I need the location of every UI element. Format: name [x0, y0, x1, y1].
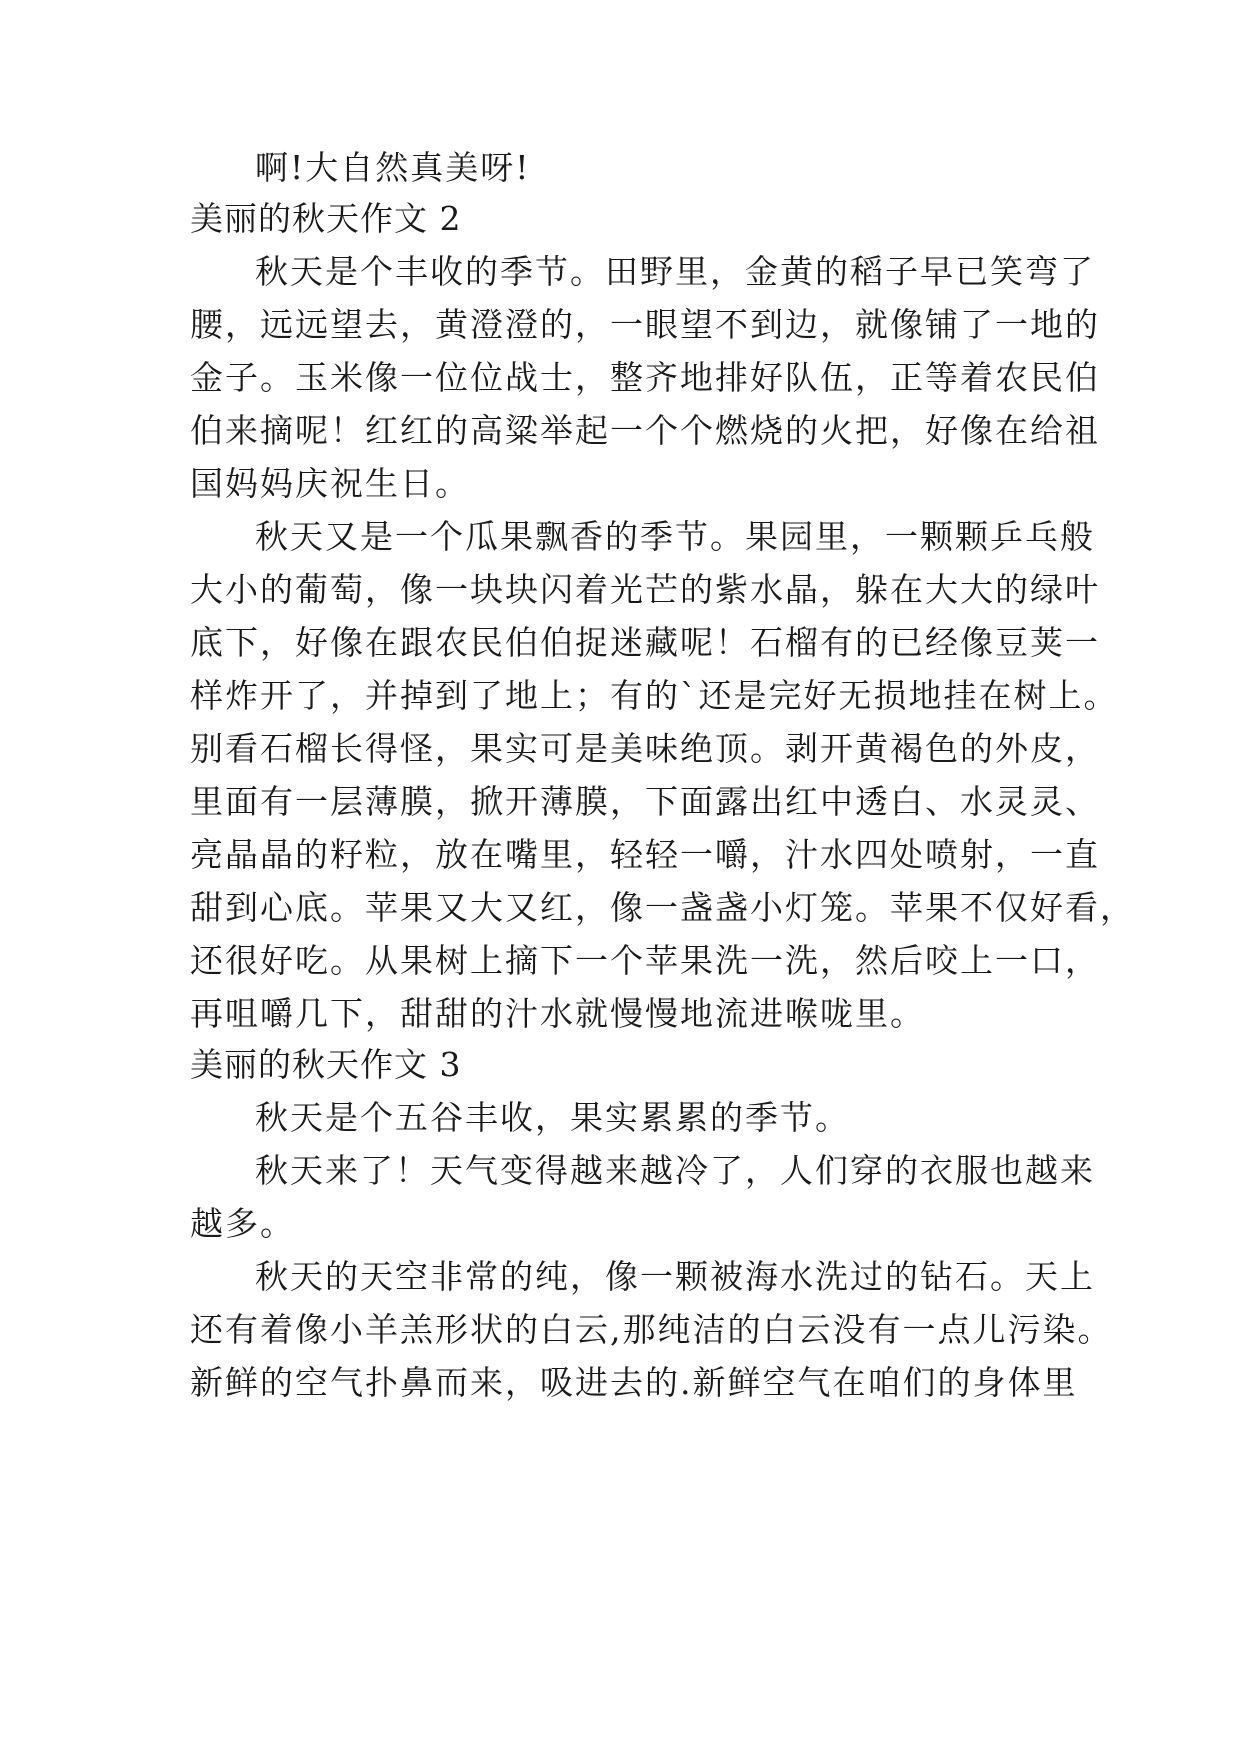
paragraph-line: 秋天是个五谷丰收，果实累累的季节。	[255, 1098, 850, 1137]
paragraph-line: 新鲜的空气扑鼻而来，吸进去的.新鲜空气在咱们的身体里	[190, 1363, 1078, 1402]
paragraph-line: 亮晶晶的籽粒，放在嘴里，轻轻一嚼，汁水四处喷射，一直	[190, 835, 1100, 874]
paragraph-line: 样炸开了，并掉到了地上；有的`还是完好无损地挂在树上。	[190, 676, 1119, 715]
paragraph-line: 秋天又是一个瓜果飘香的季节。果园里，一颗颗乒乓般	[255, 517, 1095, 556]
paragraph-line: 别看石榴长得怪，果实可是美味绝顶。剥开黄褐色的外皮，	[190, 729, 1100, 768]
paragraph-line: 伯来摘呢！红红的高粱举起一个个燃烧的火把，好像在给祖	[190, 411, 1100, 450]
paragraph-line: 秋天的天空非常的纯，像一颗被海水洗过的钻石。天上	[255, 1257, 1095, 1296]
paragraph-line: 啊!大自然真美呀!	[255, 148, 531, 187]
paragraph-line: 里面有一层薄膜，掀开薄膜，下面露出红中透白、水灵灵、	[190, 782, 1100, 821]
paragraph-line: 越多。	[190, 1204, 295, 1243]
paragraph-line: 还有着像小羊羔形状的白云,那纯洁的白云没有一点儿污染。	[190, 1310, 1113, 1349]
paragraph-line: 腰，远远望去，黄澄澄的，一眼望不到边，就像铺了一地的	[190, 305, 1100, 344]
paragraph-line: 再咀嚼几下，甜甜的汁水就慢慢地流进喉咙里。	[190, 994, 925, 1033]
paragraph-line: 还很好吃。从果树上摘下一个苹果洗一洗，然后咬上一口，	[190, 941, 1100, 980]
section-heading-2: 美丽的秋天作文 2	[190, 199, 462, 238]
paragraph-line: 秋天来了！天气变得越来越冷了，人们穿的衣服也越来	[255, 1151, 1095, 1190]
paragraph-line: 秋天是个丰收的季节。田野里，金黄的稻子早已笑弯了	[255, 252, 1095, 291]
paragraph-line: 大小的葡萄，像一块块闪着光芒的紫水晶，躲在大大的绿叶	[190, 570, 1100, 609]
paragraph-line: 国妈妈庆祝生日。	[190, 464, 470, 503]
section-heading-3: 美丽的秋天作文 3	[190, 1045, 462, 1084]
paragraph-line: 底下，好像在跟农民伯伯捉迷藏呢！石榴有的已经像豆荚一	[190, 623, 1100, 662]
paragraph-line: 甜到心底。苹果又大又红，像一盏盏小灯笼。苹果不仅好看，	[190, 888, 1135, 927]
paragraph-line: 金子。玉米像一位位战士，整齐地排好队伍，正等着农民伯	[190, 358, 1100, 397]
